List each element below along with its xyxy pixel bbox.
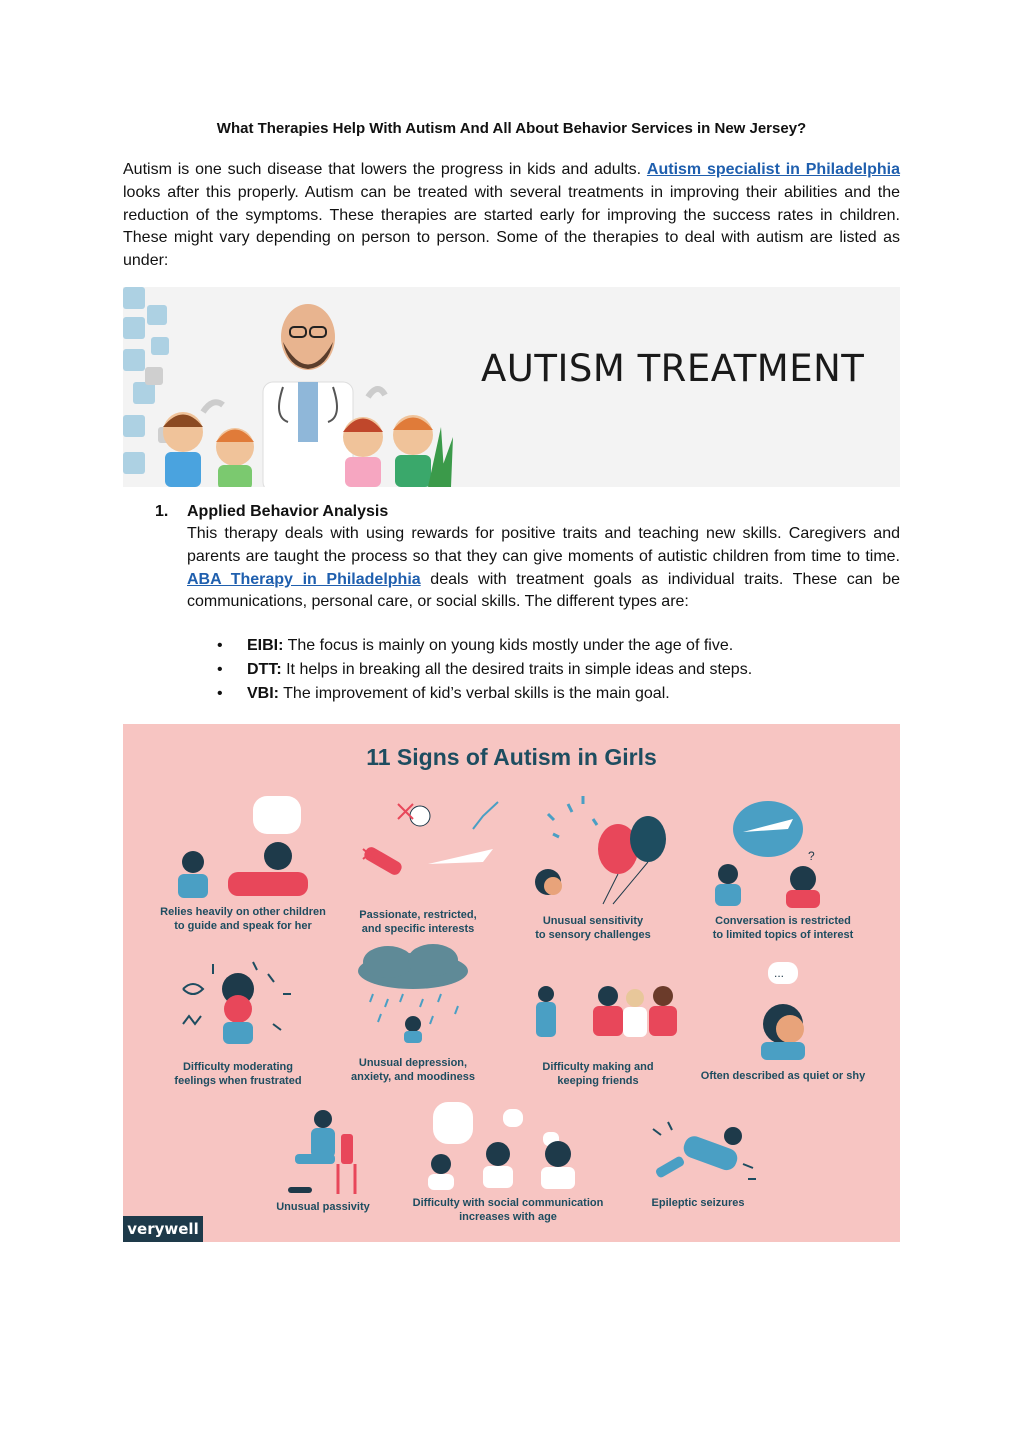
type-desc: The improvement of kid’s verbal skills is the main goal. bbox=[279, 685, 670, 703]
list-item bbox=[217, 658, 900, 682]
caption-passivity: Unusual passivity bbox=[276, 1201, 370, 1213]
sign-seizures-icon bbox=[653, 1122, 756, 1179]
type-term: VBI: bbox=[247, 685, 279, 703]
sign-frustration-icon bbox=[183, 962, 291, 1044]
sign-depression-icon bbox=[358, 944, 468, 1043]
caption-social-communication: Difficulty with social communication increases with age bbox=[412, 1197, 604, 1223]
sign-friendships-icon bbox=[536, 986, 677, 1037]
caption-seizures: Epileptic seizures bbox=[651, 1197, 745, 1209]
intro-text-2: looks after this properly. Autism can be treated with several treatments in improving their abilities and the reduction of the symptoms. These therapies are started early for improving the success rates in children. These might vary depending on person to person. Some of the therapies to deal with autism are listed as under: bbox=[123, 183, 900, 270]
intro-paragraph bbox=[123, 159, 900, 273]
verywell-logo: verywell bbox=[123, 1216, 203, 1242]
aba-therapy-link[interactable]: ABA Therapy in Philadelphia bbox=[187, 570, 421, 588]
section-text-1: This therapy deals with using rewards for positive traits and teaching new skills. Caregivers and parents are taught the process so that they can give moments of autistic children from time to time. bbox=[187, 525, 900, 565]
section-text-2: deals with treatment goals as individual traits. These can be communications, personal care, or social skills. The different types are: bbox=[187, 570, 901, 611]
infographic-illustrations bbox=[123, 724, 900, 1242]
therapy-types-list bbox=[155, 634, 900, 706]
section-number: 1. bbox=[155, 503, 169, 520]
caption-depression: Unusual depression, anxiety, and moodiness bbox=[351, 1057, 475, 1083]
caption-conversation: Conversation is restricted to limited topics of interest bbox=[712, 915, 854, 941]
caption-interests: Passionate, restricted, and specific interests bbox=[359, 909, 477, 935]
section-applied-behavior-analysis bbox=[155, 503, 900, 706]
list-item bbox=[217, 682, 900, 706]
autism-signs-infographic bbox=[123, 724, 900, 1242]
autism-treatment-banner bbox=[123, 287, 900, 487]
sign-social-communication-icon bbox=[428, 1102, 575, 1190]
caption-quiet: Often described as quiet or shy bbox=[700, 1070, 866, 1082]
caption-relies-on-others: Relies heavily on other children to guide and speak for her bbox=[160, 906, 326, 932]
type-term: DTT: bbox=[247, 661, 282, 679]
type-term: EIBI: bbox=[247, 637, 284, 655]
autism-specialist-link[interactable]: Autism specialist in Philadelphia bbox=[646, 161, 900, 178]
sign-quiet-icon bbox=[761, 962, 805, 1060]
svg-text:...: ... bbox=[774, 966, 785, 980]
infographic-title: 11 Signs of Autism in Girls bbox=[366, 744, 657, 770]
caption-friendships: Difficulty making and keeping friends bbox=[542, 1061, 654, 1087]
sign-sensory-icon bbox=[535, 796, 666, 904]
sign-interests-icon bbox=[362, 802, 498, 877]
type-desc: It helps in breaking all the desired traits in simple ideas and steps. bbox=[281, 661, 753, 679]
list-item bbox=[217, 634, 900, 658]
caption-sensory: Unusual sensitivity to sensory challenges bbox=[535, 915, 651, 941]
intro-text-1: Autism is one such disease that lowers the progress in kids and adults. bbox=[123, 161, 647, 178]
type-desc: The focus is mainly on young kids mostly under the age of five. bbox=[283, 637, 734, 655]
svg-text:?: ? bbox=[808, 849, 815, 863]
sign-relies-on-others-icon bbox=[178, 796, 308, 898]
page-title: What Therapies Help With Autism And All About Behavior Services in New Jersey? bbox=[216, 120, 807, 137]
caption-frustration: Difficulty moderating feelings when frustrated bbox=[174, 1061, 302, 1087]
section-heading-text: Applied Behavior Analysis bbox=[187, 503, 389, 520]
banner-heading: AUTISM TREATMENT bbox=[481, 347, 865, 390]
sign-conversation-icon bbox=[715, 801, 820, 908]
sign-passivity-icon bbox=[288, 1110, 355, 1194]
section-body bbox=[187, 523, 900, 614]
section-heading bbox=[155, 503, 900, 521]
